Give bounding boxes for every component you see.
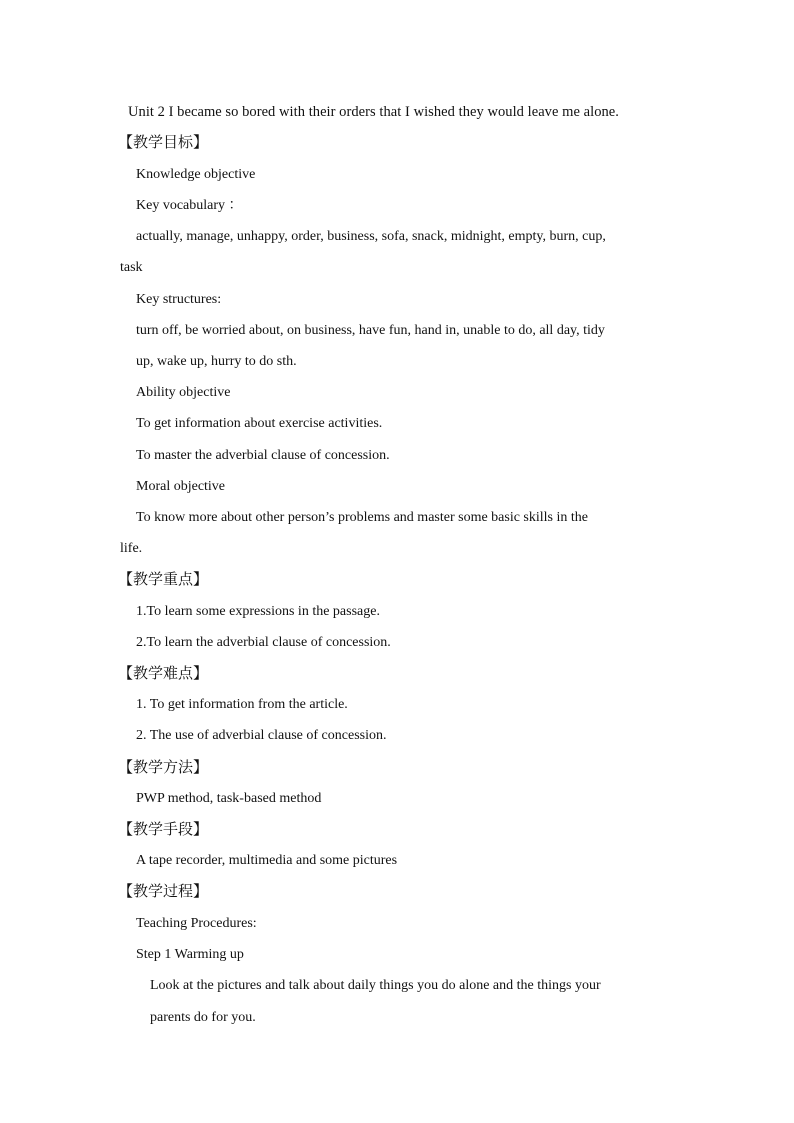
heading-teaching-process: 【教学过程】 [118, 884, 209, 900]
ability-item-1: To get information about exercise activities. [136, 416, 383, 431]
teaching-procedures-label: Teaching Procedures: [136, 916, 257, 931]
difficult-point-1: 1. To get information from the article. [136, 697, 348, 712]
key-structures-label: Key structures: [136, 292, 222, 307]
ability-objective-label: Ability objective [136, 385, 231, 400]
step-1-line-1: Look at the pictures and talk about daily things you do alone and the things your [150, 978, 601, 993]
key-point-1: 1.To learn some expressions in the passage. [136, 604, 380, 619]
knowledge-objective-label: Knowledge objective [136, 167, 256, 182]
teaching-means-text: A tape recorder, multimedia and some pictures [136, 853, 398, 868]
lesson-title: Unit 2 I became so bored with their orders that I wished they would leave me alone. [128, 104, 619, 120]
key-point-2: 2.To learn the adverbial clause of concession. [136, 635, 391, 650]
heading-teaching-methods: 【教学方法】 [118, 760, 209, 776]
moral-line-2: life. [120, 541, 143, 556]
teaching-methods-text: PWP method, task-based method [136, 791, 322, 806]
structures-line-1: turn off, be worried about, on business, have fun, hand in, unable to do, all day, tidy [136, 323, 605, 338]
key-vocabulary-label: Key vocabulary ： [136, 198, 243, 213]
vocabulary-line-1: actually, manage, unhappy, order, business, sofa, snack, midnight, empty, burn, cup, [136, 229, 606, 244]
heading-teaching-objectives: 【教学目标】 [118, 135, 209, 151]
vocabulary-line-2: task [120, 260, 143, 275]
step-1-label: Step 1 Warming up [136, 947, 244, 962]
moral-objective-label: Moral objective [136, 479, 226, 494]
step-1-line-2: parents do for you. [150, 1010, 256, 1025]
moral-line-1: To know more about other person’s problems and master some basic skills in the [136, 510, 588, 525]
heading-teaching-means: 【教学手段】 [118, 822, 209, 838]
ability-item-2: To master the adverbial clause of concession. [136, 448, 390, 463]
heading-key-points: 【教学重点】 [118, 572, 209, 588]
heading-difficult-points: 【教学难点】 [118, 666, 209, 682]
difficult-point-2: 2. The use of adverbial clause of concession. [136, 728, 387, 743]
structures-line-2: up, wake up, hurry to do sth. [136, 354, 297, 369]
